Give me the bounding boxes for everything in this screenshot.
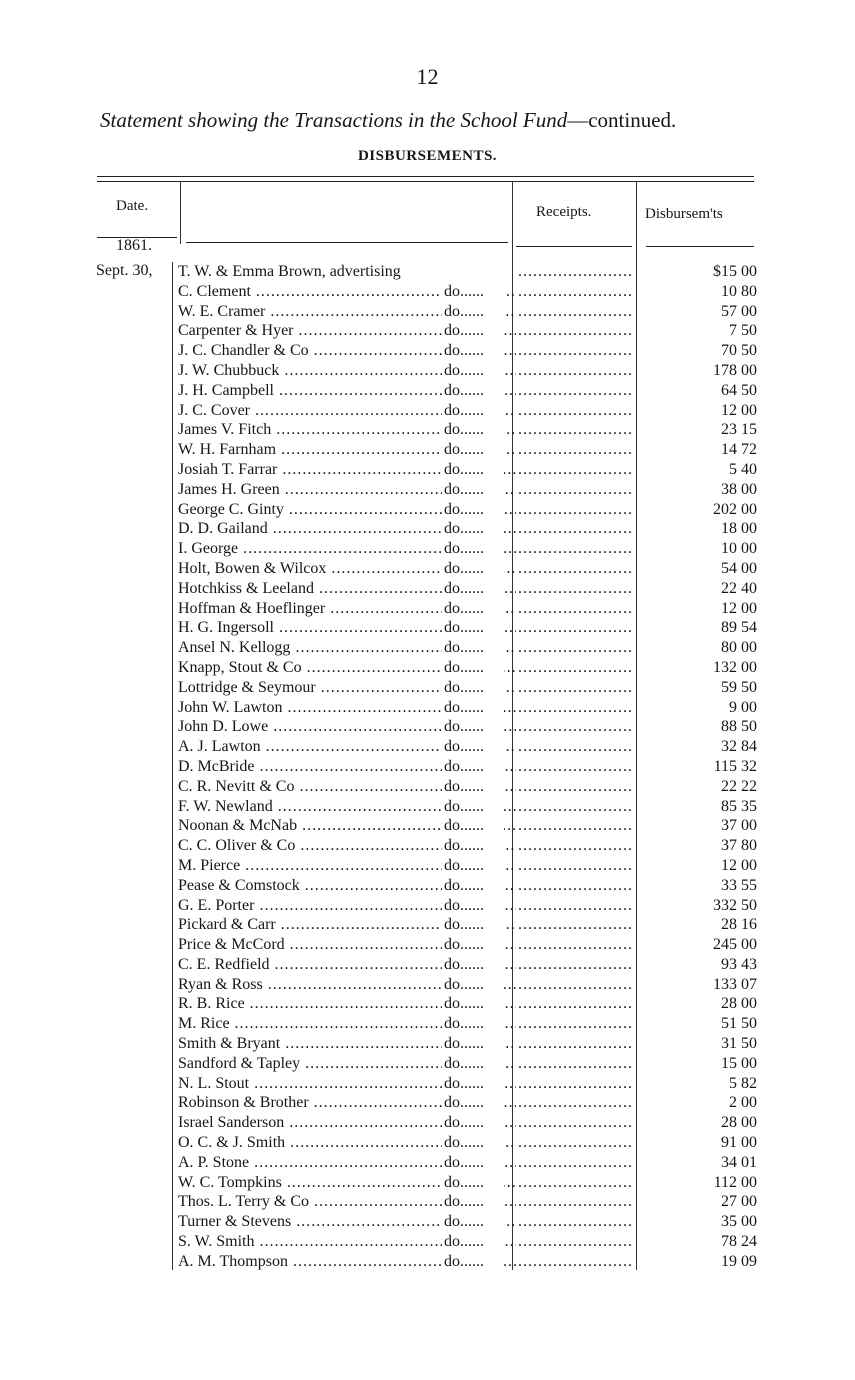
receipts-cell [518, 638, 632, 658]
table-row [172, 1133, 772, 1153]
ditto-mark: do ...... [442, 935, 504, 955]
table-top-rule-second [97, 181, 754, 182]
ditto-mark: do ...... [442, 618, 504, 638]
table-row [172, 994, 772, 1014]
table-row [172, 717, 772, 737]
payee-name: W. E. Cramer ..... [178, 302, 516, 322]
receipts-cell [518, 341, 632, 361]
receipts-cell [518, 955, 632, 975]
table-row [172, 1232, 772, 1252]
payee-name: D. D. Gailand ..... [178, 519, 516, 539]
disbursement-amount: 89 54 [721, 619, 757, 637]
receipts-cell [518, 401, 632, 421]
ditto-mark: do ...... [442, 1252, 504, 1272]
receipts-cell [518, 579, 632, 599]
table-row [172, 1173, 772, 1193]
table-row [172, 341, 772, 361]
ditto-mark: do ...... [442, 539, 504, 559]
table-row [172, 539, 772, 559]
receipts-cell [518, 321, 632, 341]
ditto-mark: do ...... [442, 856, 504, 876]
receipts-cell [518, 440, 632, 460]
payee-name: W. C. Tompkins ..... [178, 1173, 516, 1193]
disbursement-amount: 133 07 [713, 975, 757, 993]
disbursement-amount: 35 00 [721, 1213, 757, 1231]
table-row [172, 698, 772, 718]
statement-heading [100, 108, 770, 133]
ditto-mark: do ...... [442, 737, 504, 757]
table-row [172, 658, 772, 678]
ditto-mark: do ...... [442, 1034, 504, 1054]
payee-name: Noonan & McNab ..... [178, 816, 516, 836]
payee-name: Pease & Comstock ..... [178, 876, 516, 896]
table-row [172, 757, 772, 777]
payee-name: Sandford & Tapley ..... [178, 1054, 516, 1074]
ditto-mark: do ...... [442, 836, 504, 856]
disbursement-amount: 80 00 [721, 639, 757, 657]
table-row [172, 777, 772, 797]
disbursement-amount: 22 22 [721, 777, 757, 795]
disbursement-amount: 9 00 [729, 698, 757, 716]
ditto-mark: do ...... [442, 341, 504, 361]
ditto-mark: do ...... [442, 579, 504, 599]
receipts-cell [518, 1192, 632, 1212]
receipts-cell [518, 559, 632, 579]
disbursements-column-header: Disbursem'ts [645, 206, 723, 222]
disbursement-amount: 51 50 [721, 1015, 757, 1033]
ditto-mark: do ...... [442, 1054, 504, 1074]
receipts-cell [518, 361, 632, 381]
ditto-mark: do ...... [442, 480, 504, 500]
receipts-cell [518, 935, 632, 955]
receipts-column-header: Receipts. [536, 204, 592, 220]
payee-name: D. McBride ..... [178, 757, 516, 777]
disbursement-amount: 178 00 [713, 361, 757, 379]
table-row [172, 579, 772, 599]
table-row [172, 876, 772, 896]
receipts-cell [518, 480, 632, 500]
payee-name: Robinson & Brother ..... [178, 1093, 516, 1113]
ditto-mark: do ...... [442, 1212, 504, 1232]
disbursement-amount: 37 80 [721, 837, 757, 855]
disbursement-amount: 34 01 [721, 1153, 757, 1171]
table-row [172, 519, 772, 539]
payee-name: J. C. Chandler & Co ..... [178, 341, 516, 361]
year-label: 1861. [116, 237, 152, 254]
table-row [172, 1212, 772, 1232]
disbursement-amount: 5 40 [729, 460, 757, 478]
ditto-mark: do ...... [442, 1173, 504, 1193]
payee-name: George C. Ginty ..... [178, 500, 516, 520]
disbursement-amount: 91 00 [721, 1134, 757, 1152]
receipts-cell [518, 1252, 632, 1272]
disbursement-amount: 33 55 [721, 876, 757, 894]
receipts-cell [518, 777, 632, 797]
ditto-mark: do ...... [442, 698, 504, 718]
table-row [172, 420, 772, 440]
payee-name: Turner & Stevens ..... [178, 1212, 516, 1232]
ditto-mark: do ...... [442, 1232, 504, 1252]
table-row [172, 302, 772, 322]
payee-name: John W. Lawton ..... [178, 698, 516, 718]
heading-title: Statement showing the Transactions in the School Fund [100, 108, 568, 132]
payee-name: Pickard & Carr ..... [178, 915, 516, 935]
ditto-mark: do ...... [442, 658, 504, 678]
receipts-cell [518, 262, 632, 282]
payee-name: Holt, Bowen & Wilcox ..... [178, 559, 516, 579]
receipts-header-underline [516, 246, 632, 247]
payee-name: S. W. Smith ..... [178, 1232, 516, 1252]
table-row [172, 737, 772, 757]
ditto-mark: do ...... [442, 361, 504, 381]
payee-name: Price & McCord ..... [178, 935, 516, 955]
disbursement-amount: 12 00 [721, 856, 757, 874]
receipts-cell [518, 500, 632, 520]
receipts-cell [518, 282, 632, 302]
disbursement-amount: 23 15 [721, 421, 757, 439]
receipts-cell [518, 658, 632, 678]
payee-name: James H. Green ..... [178, 480, 516, 500]
ditto-mark: do ...... [442, 1014, 504, 1034]
disbursement-amount: 132 00 [713, 658, 757, 676]
ditto-mark: do ...... [442, 599, 504, 619]
receipts-cell [518, 539, 632, 559]
payee-name: Ryan & Ross ..... [178, 975, 516, 995]
receipts-cell [518, 381, 632, 401]
table-row [172, 856, 772, 876]
ditto-mark: do ...... [442, 1133, 504, 1153]
payee-name: Smith & Bryant ..... [178, 1034, 516, 1054]
payee-name: I. George ..... [178, 539, 516, 559]
receipts-cell [518, 698, 632, 718]
receipts-cell [518, 1113, 632, 1133]
table-row [172, 262, 772, 282]
table-row [172, 638, 772, 658]
ditto-mark: do ...... [442, 519, 504, 539]
table-row [172, 896, 772, 916]
ditto-mark: do ...... [442, 975, 504, 995]
table-row [172, 559, 772, 579]
table-row [172, 836, 772, 856]
payee-name: M. Pierce ..... [178, 856, 516, 876]
ditto-mark: do ...... [442, 797, 504, 817]
disbursements-header-underline [646, 246, 754, 247]
receipts-cell [518, 797, 632, 817]
table-row [172, 1192, 772, 1212]
receipts-cell [518, 1232, 632, 1252]
ditto-mark: do ...... [442, 876, 504, 896]
disbursement-amount: 115 32 [713, 757, 757, 775]
date-column-header: Date. [116, 198, 149, 214]
payee-name: C. C. Oliver & Co ..... [178, 836, 516, 856]
disbursement-amount: 10 00 [721, 540, 757, 558]
disbursement-amount: 12 00 [721, 401, 757, 419]
receipts-cell [518, 1093, 632, 1113]
ditto-mark: do ...... [442, 915, 504, 935]
table-row [172, 480, 772, 500]
table-row [172, 460, 772, 480]
receipts-cell [518, 1074, 632, 1094]
disbursement-amount: 14 72 [721, 441, 757, 459]
disbursement-amount: $15 00 [713, 263, 757, 280]
table-row [172, 1093, 772, 1113]
receipts-cell [518, 856, 632, 876]
payee-name: Hotchkiss & Leeland ..... [178, 579, 516, 599]
receipts-cell [518, 420, 632, 440]
disbursement-amount: 202 00 [713, 500, 757, 518]
ditto-mark: do ...... [442, 420, 504, 440]
table-row [172, 282, 772, 302]
payee-name: C. R. Nevitt & Co ..... [178, 777, 516, 797]
disbursement-amount: 15 00 [721, 1054, 757, 1072]
payee-name: Hoffman & Hoeflinger ..... [178, 599, 516, 619]
heading-suffix: —continued. [567, 108, 677, 132]
disbursement-amount: 70 50 [721, 342, 757, 360]
disbursement-amount: 32 84 [721, 738, 757, 756]
disbursement-amount: 88 50 [721, 718, 757, 736]
payee-name: Ansel N. Kellogg ..... [178, 638, 516, 658]
name-header-underline [186, 242, 508, 243]
receipts-cell [518, 876, 632, 896]
receipts-cell [518, 678, 632, 698]
payee-name: A. J. Lawton ..... [178, 737, 516, 757]
table-row [172, 440, 772, 460]
ditto-mark: do ...... [442, 1192, 504, 1212]
ditto-mark: do ...... [442, 994, 504, 1014]
ditto-mark: do ...... [442, 1074, 504, 1094]
table-row [172, 500, 772, 520]
payee-name: John D. Lowe ..... [178, 717, 516, 737]
disbursement-amount: 78 24 [721, 1233, 757, 1251]
payee-name: Israel Sanderson ..... [178, 1113, 516, 1133]
disbursement-amount: 59 50 [721, 678, 757, 696]
ditto-mark: do ...... [442, 1113, 504, 1133]
receipts-cell [518, 1034, 632, 1054]
ditto-mark: do ...... [442, 638, 504, 658]
table-row [172, 401, 772, 421]
table-row [172, 1014, 772, 1034]
payee-name: James V. Fitch ..... [178, 420, 516, 440]
table-row [172, 599, 772, 619]
payee-name: A. M. Thompson ..... [178, 1252, 516, 1272]
receipts-cell [518, 1133, 632, 1153]
table-row [172, 381, 772, 401]
ditto-mark: do ...... [442, 500, 504, 520]
table-row [172, 816, 772, 836]
disbursement-amount: 28 00 [721, 995, 757, 1013]
disbursement-amount: 28 16 [721, 916, 757, 934]
ditto-mark: do ...... [442, 1093, 504, 1113]
disbursement-amount: 5 82 [729, 1074, 757, 1092]
ditto-mark: do ...... [442, 302, 504, 322]
receipts-cell [518, 836, 632, 856]
table-row [172, 1034, 772, 1054]
payee-name: Carpenter & Hyer ..... [178, 321, 516, 341]
ditto-mark: do ...... [442, 460, 504, 480]
ditto-mark: do ...... [442, 440, 504, 460]
table-row [172, 915, 772, 935]
payee-name: C. E. Redfield ..... [178, 955, 516, 975]
ditto-mark: do ...... [442, 559, 504, 579]
receipts-cell [518, 915, 632, 935]
ditto-mark: do ...... [442, 717, 504, 737]
disbursement-amount: 112 00 [713, 1173, 757, 1191]
receipts-cell [518, 1173, 632, 1193]
table-row [172, 1252, 772, 1272]
disbursement-amount: 7 50 [729, 322, 757, 340]
receipts-cell [518, 460, 632, 480]
receipts-cell [518, 816, 632, 836]
table-top-rule [97, 176, 754, 177]
ditto-mark: do ...... [442, 282, 504, 302]
disbursement-amount: 18 00 [721, 520, 757, 538]
disbursement-amount: 54 00 [721, 559, 757, 577]
receipts-cell [518, 599, 632, 619]
ditto-mark: do ...... [442, 678, 504, 698]
disbursement-amount: 27 00 [721, 1193, 757, 1211]
table-row [172, 618, 772, 638]
payee-name: J. H. Campbell ..... [178, 381, 516, 401]
payee-name: A. P. Stone ..... [178, 1153, 516, 1173]
disbursement-amount: 93 43 [721, 955, 757, 973]
payee-name: C. Clement ..... [178, 282, 516, 302]
ditto-mark: do ...... [442, 896, 504, 916]
payee-name: M. Rice ..... [178, 1014, 516, 1034]
ditto-mark: do ...... [442, 816, 504, 836]
receipts-cell [518, 618, 632, 638]
ditto-mark: do ...... [442, 321, 504, 341]
ditto-mark: do ...... [442, 757, 504, 777]
payee-name: F. W. Newland ..... [178, 797, 516, 817]
receipts-cell [518, 737, 632, 757]
ditto-mark: do ...... [442, 777, 504, 797]
ditto-mark: do ...... [442, 381, 504, 401]
receipts-cell [518, 1153, 632, 1173]
receipts-cell [518, 1054, 632, 1074]
receipts-cell [518, 1212, 632, 1232]
receipts-cell [518, 896, 632, 916]
disbursement-amount: 12 00 [721, 599, 757, 617]
payee-name: Lottridge & Seymour ..... [178, 678, 516, 698]
receipts-cell [518, 1014, 632, 1034]
disbursement-amount: 64 50 [721, 381, 757, 399]
table-row [172, 321, 772, 341]
payee-name: J. W. Chubbuck ..... [178, 361, 516, 381]
payee-name: W. H. Farnham ..... [178, 440, 516, 460]
disbursement-rows [172, 262, 772, 1272]
disbursement-amount: 2 00 [729, 1094, 757, 1112]
disbursement-amount: 31 50 [721, 1035, 757, 1053]
table-row [172, 1153, 772, 1173]
section-title: DISBURSEMENTS. [357, 148, 498, 164]
ditto-mark: do ...... [442, 401, 504, 421]
receipts-cell [518, 717, 632, 737]
payee-name: G. E. Porter ..... [178, 896, 516, 916]
payee-name: N. L. Stout ..... [178, 1074, 516, 1094]
payee-name: O. C. & J. Smith ..... [178, 1133, 516, 1153]
payee-name: J. C. Cover ..... [178, 401, 516, 421]
payee-name: Knapp, Stout & Co ..... [178, 658, 516, 678]
payee-name: Josiah T. Farrar ..... [178, 460, 516, 480]
disbursement-amount: 22 40 [721, 579, 757, 597]
table-row [172, 1054, 772, 1074]
payee-name: H. G. Ingersoll ..... [178, 618, 516, 638]
date-column-divider [180, 182, 181, 244]
page-number: 12 [416, 64, 439, 89]
table-row [172, 1074, 772, 1094]
disbursement-amount: 85 35 [721, 797, 757, 815]
payee-name: Thos. L. Terry & Co ..... [178, 1192, 516, 1212]
disbursement-amount: 332 50 [713, 896, 757, 914]
disbursement-amount: 10 80 [721, 282, 757, 300]
payee-name: R. B. Rice ..... [178, 994, 516, 1014]
ditto-mark: do ...... [442, 1153, 504, 1173]
receipts-cell [518, 519, 632, 539]
payee-name: T. W. & Emma Brown, advertising [178, 263, 401, 280]
table-row [172, 361, 772, 381]
table-row [172, 797, 772, 817]
receipts-cell [518, 757, 632, 777]
disbursement-amount: 37 00 [721, 817, 757, 835]
table-row [172, 1113, 772, 1133]
table-row [172, 678, 772, 698]
disbursement-amount: 57 00 [721, 302, 757, 320]
table-row [172, 975, 772, 995]
table-row [172, 935, 772, 955]
receipts-cell [518, 994, 632, 1014]
disbursement-amount: 19 09 [721, 1252, 757, 1270]
receipts-cell [518, 302, 632, 322]
receipts-cell [518, 975, 632, 995]
entry-date: Sept. 30, [96, 262, 153, 279]
ditto-mark: do ...... [442, 955, 504, 975]
disbursement-amount: 38 00 [721, 480, 757, 498]
disbursement-amount: 245 00 [713, 936, 757, 954]
disbursement-amount: 28 00 [721, 1114, 757, 1132]
table-row [172, 955, 772, 975]
